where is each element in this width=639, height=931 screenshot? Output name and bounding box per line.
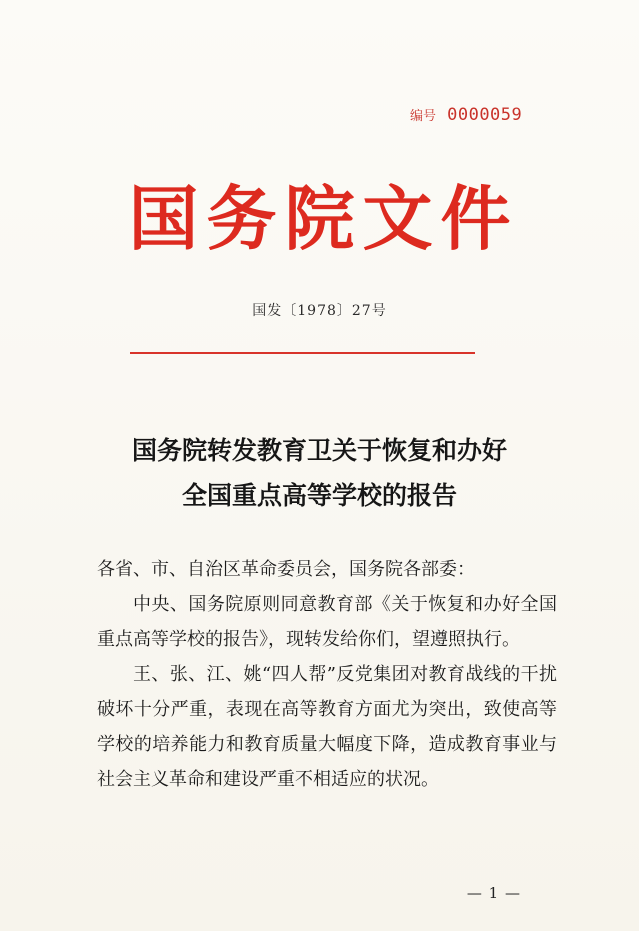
document-title [0,428,639,518]
body-paragraph-2: 王、张、江、姚“四人帮”反党集团对教育战线的干扰破坏十分严重，表现在高等教育方面尤为突出，致使高等学校的培养能力和教育质量大幅度下降，造成教育事业与社会主义革命和建设严重不相适应的状况。 [97,664,557,790]
masthead-title: 国务院文件 [128,178,519,260]
document-body [97,552,557,797]
serial-number: 0000059 [447,105,523,125]
serial-label: 编号 [410,109,437,124]
serial-number-stamp [410,105,522,125]
document-number: 国发〔1978〕27号 [252,303,387,319]
salutation: 各省、市、自治区革命委员会，国务院各部委： [97,559,475,580]
red-divider-line [130,352,475,354]
document-title-line-2: 全国重点高等学校的报告 [181,481,457,510]
page-number: — 1 — [466,884,521,902]
document-title-line-1: 国务院转发教育卫关于恢复和办好 [131,436,507,465]
body-paragraph-1: 中央、国务院原则同意教育部《关于恢复和办好全国重点高等学校的报告》，现转发给你们，望遵照执行。 [97,594,557,650]
